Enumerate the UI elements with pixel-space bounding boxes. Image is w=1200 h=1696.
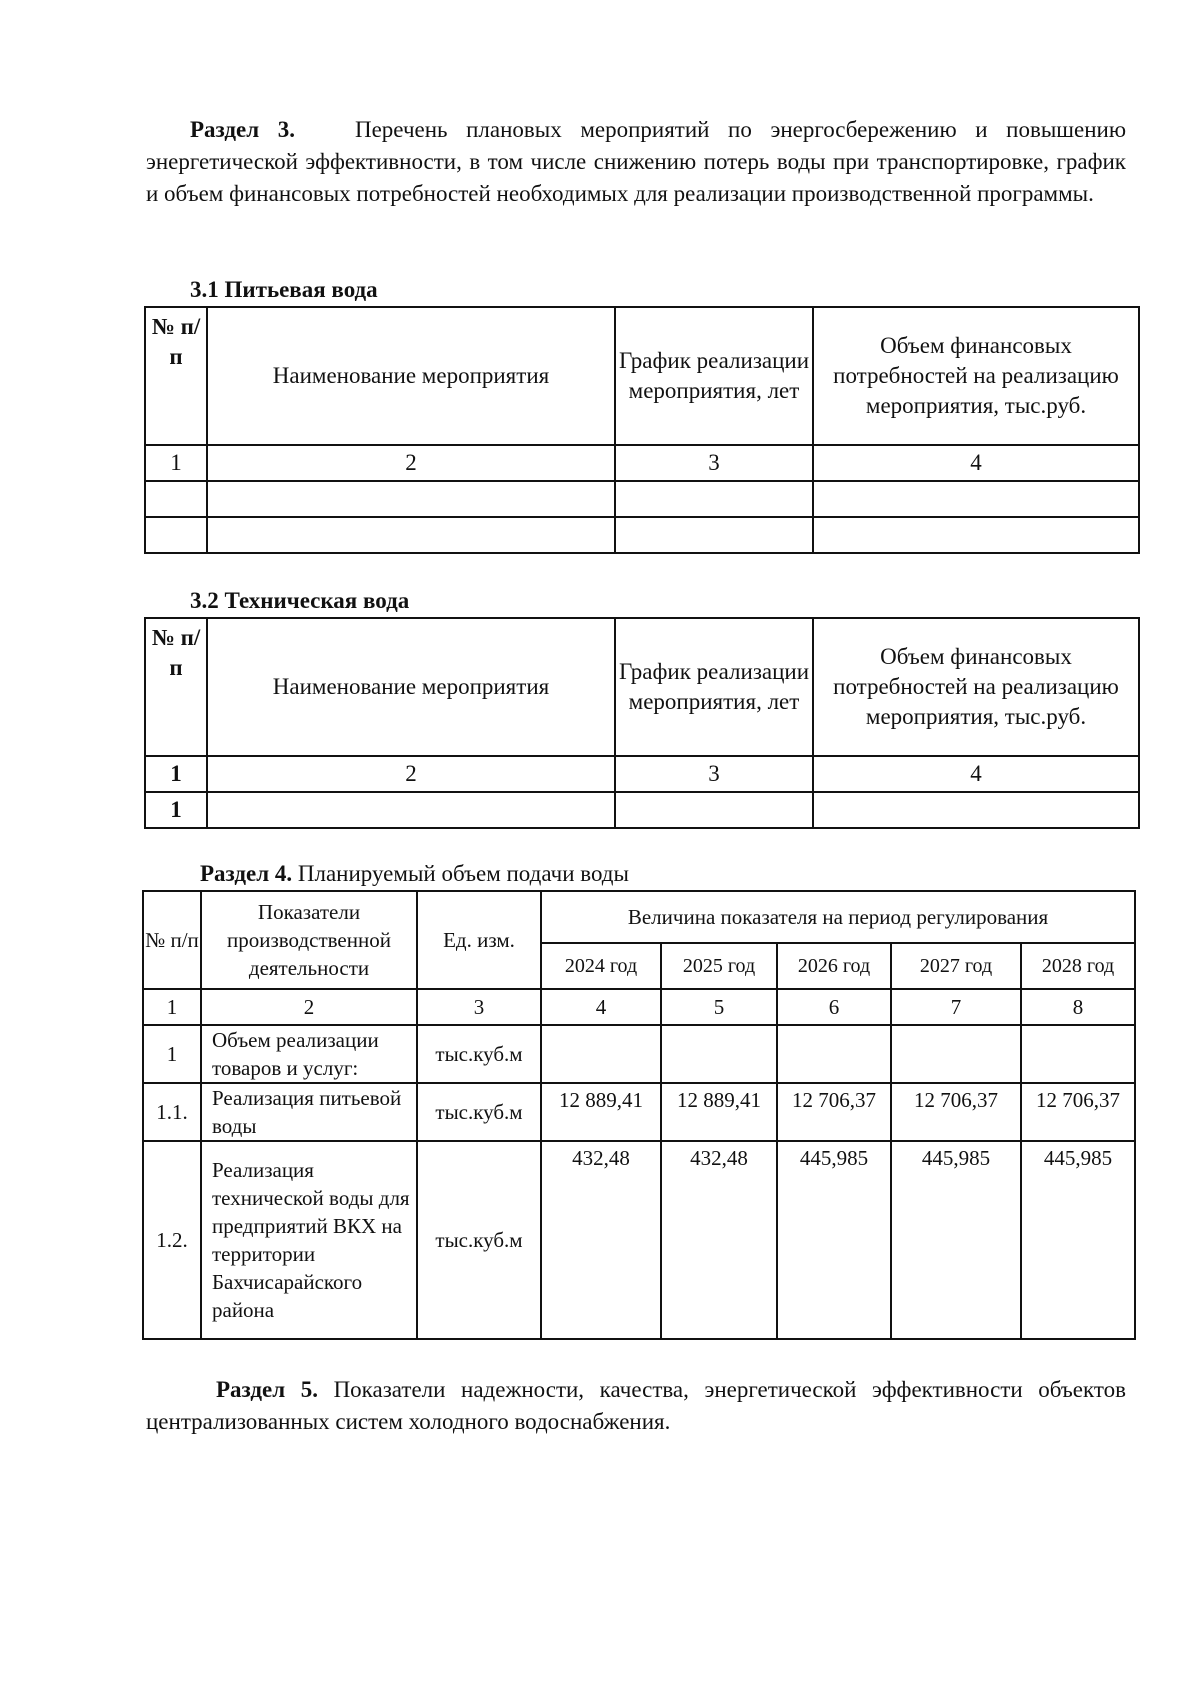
table32-title: 3.2 Техническая вода	[190, 588, 410, 613]
table32-header-schedule: График реализации мероприятия, лет	[615, 618, 813, 756]
row-unit: тыс.куб.м	[417, 1083, 541, 1141]
section3-paragraph	[146, 114, 1126, 210]
table32-header-name: Наименование мероприятия	[207, 618, 615, 756]
section4-colnum: 8	[1021, 989, 1135, 1025]
table-row	[143, 1083, 1135, 1141]
section4-colnum: 7	[891, 989, 1021, 1025]
row-value: 445,985	[777, 1141, 891, 1339]
table-cell	[813, 792, 1139, 828]
table32-colnum: 1	[145, 756, 207, 792]
table31-header-num: № п/п	[145, 307, 207, 445]
row-value	[891, 1025, 1021, 1083]
table32	[144, 617, 1140, 829]
table31-colnum: 1	[145, 445, 207, 481]
row-indicator: Объем реализации товаров и услуг:	[201, 1025, 417, 1083]
table-cell: 1	[145, 792, 207, 828]
year-header: 2025 год	[661, 943, 777, 989]
section4-header-unit: Ед. изм.	[417, 891, 541, 989]
section3-label: Раздел 3.	[190, 117, 295, 142]
table-cell	[813, 517, 1139, 553]
table-cell	[145, 481, 207, 517]
table-cell	[207, 481, 615, 517]
section4-label: Раздел 4.	[200, 861, 293, 886]
section3-text: Перечень плановых мероприятий по энергосбережению и повышению энергетической эффективности, в том числе снижению потерь воды при транспортировке, график и объем финансовых потребностей необходимых для реализации производственной программы.	[146, 117, 1127, 206]
section4-colnum: 1	[143, 989, 201, 1025]
table32-header-num: № п/п	[145, 618, 207, 756]
table-row	[145, 517, 1139, 553]
table-row	[143, 1141, 1135, 1339]
table-row	[145, 481, 1139, 517]
row-value	[1021, 1025, 1135, 1083]
table31-header-name: Наименование мероприятия	[207, 307, 615, 445]
table-cell	[615, 481, 813, 517]
table31	[144, 306, 1140, 554]
row-value: 12 706,37	[891, 1083, 1021, 1141]
row-value: 432,48	[661, 1141, 777, 1339]
section4-header-period: Величина показателя на период регулирования	[541, 891, 1135, 943]
table31-header-schedule: График реализации мероприятия, лет	[615, 307, 813, 445]
table32-colnum: 3	[615, 756, 813, 792]
section5-paragraph	[146, 1374, 1126, 1438]
table31-colnum: 3	[615, 445, 813, 481]
table31-colnum: 2	[207, 445, 615, 481]
year-header: 2026 год	[777, 943, 891, 989]
row-value: 445,985	[1021, 1141, 1135, 1339]
year-header: 2027 год	[891, 943, 1021, 989]
table-row	[145, 792, 1139, 828]
section4-header-num: № п/п	[143, 891, 201, 989]
row-unit: тыс.куб.м	[417, 1141, 541, 1339]
row-value: 12 889,41	[541, 1083, 661, 1141]
row-indicator: Реализация питьевой воды	[201, 1083, 417, 1141]
table32-colnum: 4	[813, 756, 1139, 792]
section4-colnum: 6	[777, 989, 891, 1025]
row-value: 432,48	[541, 1141, 661, 1339]
row-value: 12 889,41	[661, 1083, 777, 1141]
table32-colnum: 2	[207, 756, 615, 792]
row-num: 1	[143, 1025, 201, 1083]
table-cell	[813, 481, 1139, 517]
section5-text: Показатели надежности, качества, энергетической эффективности объектов централизованных систем холодного водоснабжения.	[146, 1377, 1126, 1434]
table-cell	[145, 517, 207, 553]
row-num: 1.1.	[143, 1083, 201, 1141]
row-indicator: Реализация технической воды для предприятий ВКХ на территории Бахчисарайского района	[201, 1141, 417, 1339]
section4-title: Планируемый объем подачи воды	[297, 861, 629, 886]
row-num: 1.2.	[143, 1141, 201, 1339]
section5-label: Раздел 5.	[216, 1377, 318, 1402]
year-header: 2024 год	[541, 943, 661, 989]
year-header: 2028 год	[1021, 943, 1135, 989]
row-value	[661, 1025, 777, 1083]
row-value	[777, 1025, 891, 1083]
table31-colnum: 4	[813, 445, 1139, 481]
table-cell	[207, 517, 615, 553]
section4-table	[142, 890, 1136, 1340]
row-value: 12 706,37	[777, 1083, 891, 1141]
table-cell	[615, 517, 813, 553]
table31-header-finance: Объем финансовых потребностей на реализацию мероприятия, тыс.руб.	[813, 307, 1139, 445]
table31-title: 3.1 Питьевая вода	[190, 277, 378, 302]
row-value	[541, 1025, 661, 1083]
section4-colnum: 5	[661, 989, 777, 1025]
section4-header-indicator: Показатели производственной деятельности	[201, 891, 417, 989]
section4-colnum: 2	[201, 989, 417, 1025]
section4-colnum: 3	[417, 989, 541, 1025]
table32-header-finance: Объем финансовых потребностей на реализацию мероприятия, тыс.руб.	[813, 618, 1139, 756]
table-cell	[615, 792, 813, 828]
table-cell	[207, 792, 615, 828]
section4-colnum: 4	[541, 989, 661, 1025]
row-value: 445,985	[891, 1141, 1021, 1339]
row-value: 12 706,37	[1021, 1083, 1135, 1141]
row-unit: тыс.куб.м	[417, 1025, 541, 1083]
table-row	[143, 1025, 1135, 1083]
section4-heading	[200, 861, 629, 887]
